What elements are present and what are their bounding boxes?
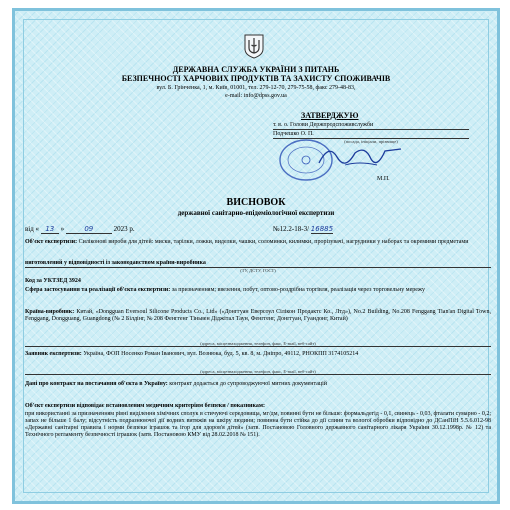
date-line — [25, 225, 135, 234]
agency-email: e-mail: info@dpss.gov.ua — [225, 93, 287, 99]
agency-address: вул. Б. Грінченка, 1, м. Київ, 01001, тел. 279-12-70, 279-75-58, факс 279-48-83, — [156, 85, 356, 91]
number-prefix: №12.2-18-3/ — [273, 225, 310, 233]
signature — [315, 139, 405, 173]
applicant-section — [25, 351, 491, 358]
agency-name-line2: БЕЗПЕЧНОСТІ ХАРЧОВИХ ПРОДУКТІВ ТА ЗАХИСТУ СПОЖИВАЧІВ — [121, 74, 391, 83]
agency-name-line1: ДЕРЖАВНА СЛУЖБА УКРАЇНИ З ПИТАНЬ — [172, 65, 340, 74]
object-standard: виготовлений у відповідності із законодавством країни-виробника — [25, 260, 491, 268]
seal-mp-label: М.П. — [377, 176, 390, 182]
contract-label: Дані про контракт на постачання об'єкта в Україну: — [25, 381, 168, 387]
maker-section — [25, 309, 491, 323]
sphere-text: за призначенням; ввезення, побут, оптово-роздрібна торгівля, реалізація через торговельну мережу — [171, 287, 426, 293]
applicant-label: Заявник експертизи: — [25, 351, 82, 357]
contract-section — [25, 381, 491, 388]
maker-text: Китай, «Dongguan Eversoul Silicone Products Co., Ltd» («Донггуан Еверсоул Сілікон Продактс Ко., Лтд»), No.2 Building, No.208 Fenggang Tian'an Digital Town, Fenggang, Dongguang, Guangdong (№ 2 Білдінг, № 208 Фенггенг Тіньвен Діджітал Таун, Фенггенг, Донггуан, Гуандонг, Китай) — [25, 309, 492, 322]
object-label: Об'єкт експертизи: — [25, 239, 78, 245]
compliance-label: Об'єкт експертизи відповідає встановленим медичним критеріям безпеки / показникам: — [25, 403, 265, 409]
conclusion-subtitle: державної санітарно-епідеміологічної експертизи — [177, 209, 335, 217]
number-handwritten: 16885 — [310, 225, 334, 233]
number-line — [273, 225, 333, 233]
compliance-text: при використанні за призначенням рівні виділення хімічних сполук в стичуючі середовища, мг/дм, повинні бути не більше: формальдегід - 0,1, свинець - 0,03, фталати сумарно - 0,2; запах не більше 1 балу; відсутність подразнюючої дії водних витяжів на шкіру людини; повинна бути стійка до дії слини та вологої обробки відповідно до ДСанПіН 5.5.6.012-98 «Державні санітарні правила і норми безпеки іграшок та ігор для здоров'я дітей» (затв. Постановою Головного державного санітарного лікаря України 30.12.1998р. № 12) та Технічного регламенту безпечності іграшок (затв. Постановою КМУ від 28.02.2018 № 151). — [25, 411, 491, 438]
code-value: 3924 — [68, 278, 81, 284]
maker-label: Країна-виробник: — [25, 309, 75, 315]
code-line — [25, 278, 81, 285]
conclusion-title: ВИСНОВОК — [226, 197, 286, 208]
object-text: Силіконові вироби для дітей: миски, тарілки, ложки, виделки, чашки, соломинки, килимки, прорізувачі, нагрудники у наборах та окремими предметами — [78, 239, 469, 245]
date-year: 2023 р. — [113, 225, 135, 233]
date-prefix: від « — [25, 225, 40, 233]
approval-position: т. в. о. Голови Держпродспоживслужби — [273, 122, 469, 130]
date-month-sep: » — [60, 225, 65, 233]
applicant-caption: (адреса, місцезнаходження, телефон, факс, E-mail, веб-сайт) — [25, 369, 491, 375]
approval-title: ЗАТВЕРДЖУЮ — [301, 111, 359, 120]
sphere-label: Сфера застосування та реалізації об'єкта експертизи: — [25, 287, 171, 293]
object-section — [25, 239, 491, 246]
certificate-sheet — [12, 8, 500, 504]
trident-emblem-icon — [243, 33, 265, 59]
date-day: 13 — [41, 225, 59, 234]
maker-caption: (адреса, місцезнаходження, телефон, факс, E-mail, веб-сайт) — [25, 341, 491, 347]
object-caption: (ТУ, ДСТУ, ГОСТ) — [240, 268, 276, 273]
code-label: Код за УКТЗЕД — [25, 278, 68, 284]
approval-caption: (посада, ініціали, прізвище) — [344, 139, 398, 144]
date-month: 09 — [66, 225, 112, 234]
contract-text: контракт додається до супроводжуючої митних документацій — [169, 381, 327, 387]
applicant-text: Україна, ФОП Носенко Роман Іванович, вул. Вознюка, буд. 5, кв. 8, м. Дніпро, 49112, РНОКПП 3174105214 — [83, 351, 359, 357]
approval-name: Подчешко О. П. — [273, 131, 469, 139]
sphere-section — [25, 287, 491, 294]
